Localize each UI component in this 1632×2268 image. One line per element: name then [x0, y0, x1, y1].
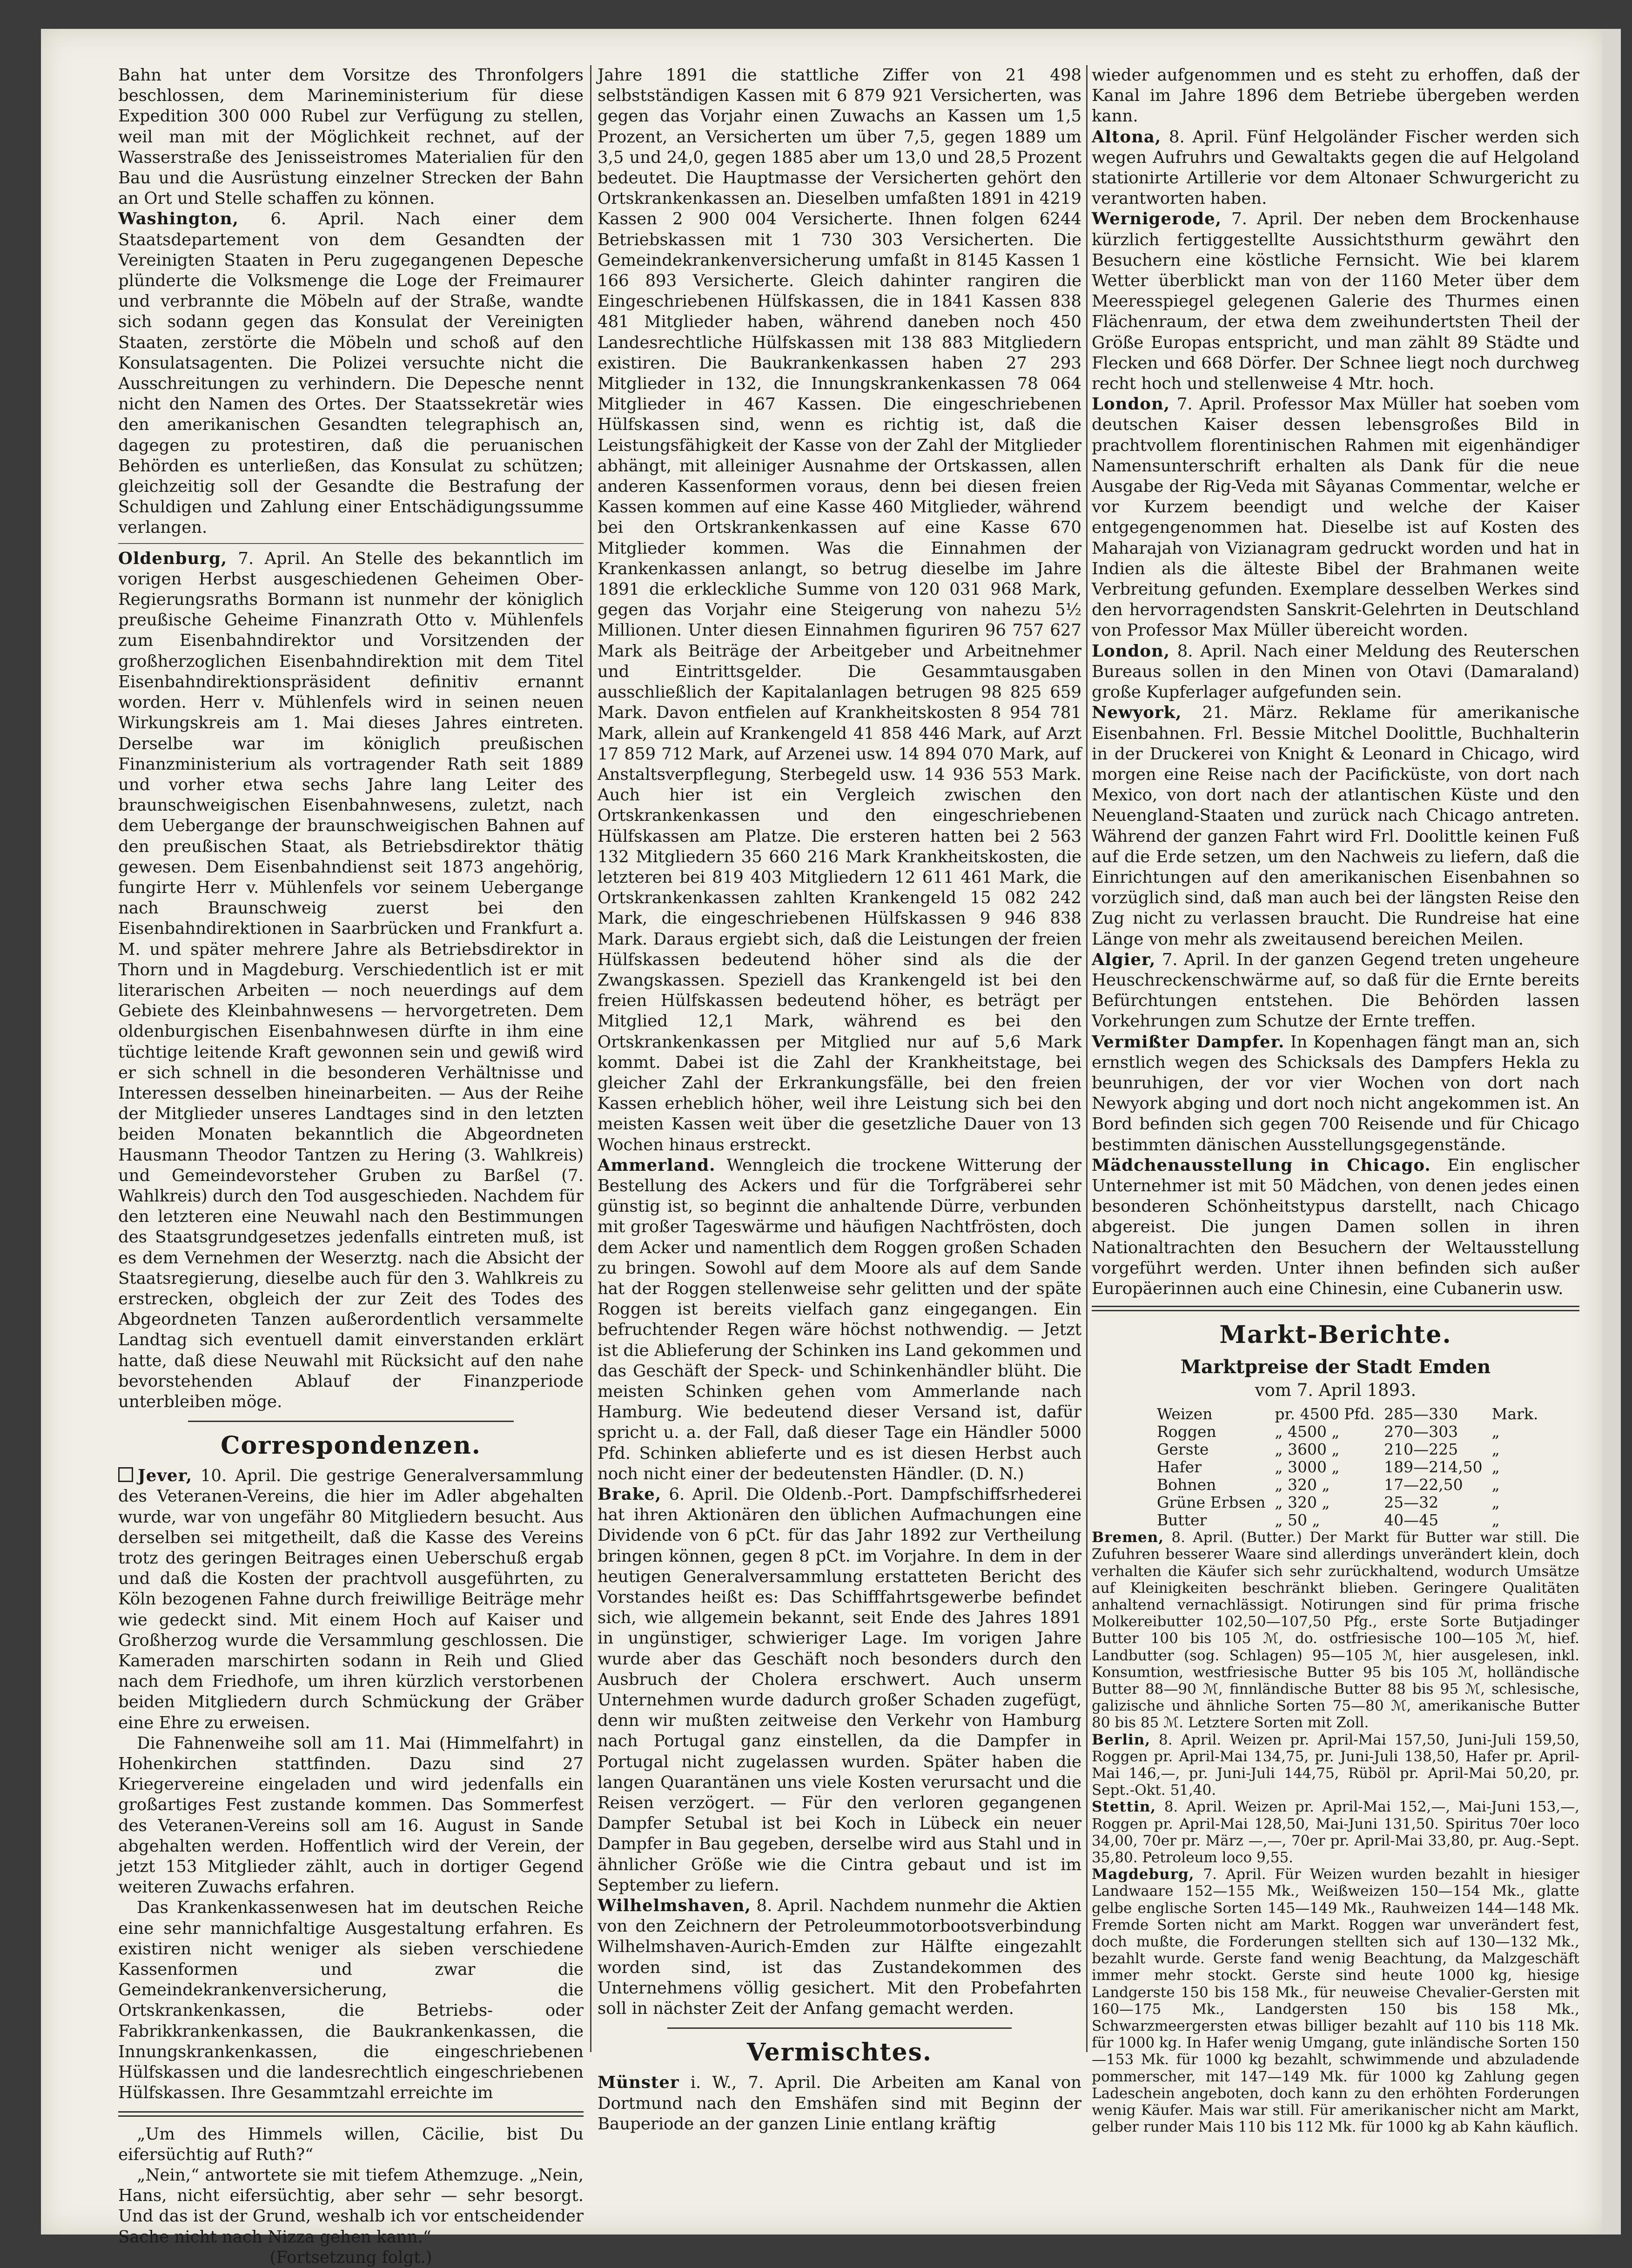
- section-heading-correspondenzen: Correspondenzen.: [221, 1431, 481, 1460]
- column-rule-1: [590, 65, 591, 2052]
- price-row: [1152, 1423, 1543, 1441]
- report-bremen-text: 8. April. (Butter.) Der Markt für Butter war still. Die Zufuhren besserer Waare sind allerdings unverändert klein, doch verhalten die Käufer sich sehr zurückhaltend, wodurch Umsätze auf Kleinigkeiten beschränkt blieben. Geringere Qualitäten anhaltend vernachlässigt. Notirungen sind für prima frische Molkereibutter 102,50—107,50 Pfg., erste Sorte Butjadinger Butter 100 bis 105 ℳ, do. ostfriesische 100—105 ℳ, hief. Landbutter (sog. Schlagen) 95—105 ℳ, hier ausgelesen, inkl. Konsumtion, westfriesische Butter 95 bis 105 ℳ, holländische Butter 88—90 ℳ, finnländische Butter 88 bis 95 ℳ, schlesische, galizische und ähnliche Sorten 75—80 ℳ, amerikanische Butter 80 bis 85 ℳ. Letztere Sorten mit Zoll.: [1092, 1529, 1579, 1731]
- price-cell-item: Grüne Erbsen: [1157, 1493, 1266, 1512]
- dateline-washington: Washington,: [118, 209, 239, 229]
- price-cell-price: 210—225: [1384, 1440, 1458, 1459]
- dateline-magdeburg: Magdeburg,: [1092, 1866, 1195, 1883]
- article-london-2: [1092, 641, 1579, 703]
- dateline-london: London,: [1092, 395, 1170, 414]
- article-wernigerode-text: 7. April. Der neben dem Brockenhause kürzlich fertiggestellte Aussichtsthurm gewährt den Besuchern eine köstliche Fernsicht. Wie bei klarem Wetter überblickt man von der 1160 Meter über dem Meeresspiegel gelegenen Galerie des Thurmes einen Flächenraum, der etwa dem zweihundertsten Theil der Größe Europas entspricht, und man zählt 89 Städte und Flecken und 668 Dörfer. Der Schnee liegt noch durchweg recht hoch und stellenweise 4 Mtr. hoch.: [1092, 209, 1579, 394]
- price-cell-cur: Mark.: [1491, 1405, 1538, 1423]
- article-wernigerode: [1092, 209, 1579, 394]
- novel-line-2: „Nein,“ antwortete sie mit tiefem Athemzuge. „Nein, Hans, nicht eifersüchtig, aber sehr — sehr besorgt. Und das ist der Grund, weshalb ich vor entscheidender Sache nicht nach Nizza gehen kann.“: [118, 2165, 584, 2247]
- column-rule-2: [1086, 65, 1088, 2052]
- price-cell-cur: „: [1491, 1440, 1500, 1459]
- article-brake-text: 6. April. Die Oldenb.-Port. Dampfschiffsrhederei hat ihren Aktionären den üblichen Aufmachungen eine Dividende von 6 pCt. für das Jahr 1892 zur Vertheilung bringen können, gegen 8 pCt. im Vorjahre. In dem in der heutigen Generalversammlung erstatteten Bericht des Vorstandes heißt es: Das Schifffahrtsgewerbe befindet sich, wie allgemein bekannt, seit Ende des Jahres 1891 in ungünstiger, schwieriger Lage. Im vorigen Jahre wurde aber das Geschäft noch besonders durch den Ausbruch der Cholera erschwert. Auch unserm Unternehmen wurde dadurch großer Schaden zugefügt, denn wir mußten zeitweise den Verkehr von Hamburg nach Portugal ganz einstellen, da die Dampfer in Portugal nicht zugelassen wurden. Später haben die langen Quarantänen uns viele Kosten verursacht und die Reisen verzögert. — Für den verloren gegangenen Dampfer Setubal ist bei Koch in Lübeck ein neuer Dampfer in Bau gegeben, derselbe wird aus Stahl und in ähnlicher Größe wie die Cintra gebaut und ist im September zu liefern.: [598, 1485, 1081, 1895]
- report-bremen: [1092, 1529, 1579, 1731]
- column-2: [598, 65, 1081, 2134]
- dateline-berlin: Berlin,: [1092, 1731, 1151, 1748]
- section-divider: [1092, 1306, 1579, 1311]
- markt-title: Marktpreise der Stadt Emden: [1180, 1356, 1491, 1378]
- price-cell-unit: pr. 4500 Pfd.: [1275, 1405, 1375, 1423]
- dateline-wernigerode: Wernigerode,: [1092, 209, 1222, 229]
- dateline-bremen: Bremen,: [1092, 1529, 1164, 1546]
- article-washington: [118, 209, 584, 538]
- dateline-dampfer: Vermißter Dampfer.: [1092, 1032, 1285, 1052]
- price-cell-item: Bohnen: [1157, 1476, 1216, 1494]
- article-oldenburg-text: 7. April. An Stelle des bekanntlich im vorigen Herbst ausgeschiedenen Geheimen Ober-Regierungsraths Bormann ist nunmehr der königlich preußische Geheime Finanzrath Otto v. Mühlenfels zum Eisenbahndirektor und Vorsitzenden der großherzoglichen Eisenbahndirektion mit dem Titel Eisenbahndirektionspräsident definitiv ernannt worden. Herr v. Mühlenfels wird in seinen neuen Wirkungskreis am 1. Mai dieses Jahres eintreten. Derselbe war im königlich preußischen Finanzministerium als vortragender Rath seit 1889 und vorher etwa sechs Jahre lang Leiter des braunschweigischen Eisenbahnwesens, zuletzt, nach dem Uebergange der braunschweigischen Bahnen auf den preußischen Staat, als Betriebsdirektor thätig gewesen. Dem Eisenbahndienst seit 1873 angehörig, fungirte Herr v. Mühlenfels vor seinem Uebergange nach Braunschweig zuerst bei den Eisenbahndirektionen in Saarbrücken und Frankfurt a. M. und später mehrere Jahre als Betriebsdirektor in Thorn und in Magdeburg. Verschiedentlich ist er mit literarischen Arbeiten — noch neuerdings auf dem Gebiete des Kleinbahnwesens — hervorgetreten. Dem oldenburgischen Eisenbahnwesen dürfte in ihm eine tüchtige leitende Kraft gewonnen sein und gewiß wird er sich schnell in die besonderen Verhältnisse und Interessen desselben hineinarbeiten. — Aus der Reihe der Mitglieder unseres Landtages sind in den letzten beiden Monaten bekanntlich die Abgeordneten Hausmann Theodor Tantzen zu Hering (3. Wahlkreis) und Gemeindevorsteher Gruben zu Barßel (7. Wahlkreis) durch den Tod ausgeschieden. Nachdem für den letzteren eine Neuwahl nach den Bestimmungen des Staatsgrundgesetzes jedenfalls eintreten muß, ist es dem Vernehmen der Weserztg. nach die Absicht der Staatsregierung, dieselbe auch für den 3. Wahlkreis zu erstrecken, obgleich der zur Zeit des Todes des Abgeordneten Tanzen außerordentlich versammelte Landtag sich eventuell damit einverstanden erklärt hatte, daß diese Neuwahl mit Rücksicht auf den nahe bevorstehenden Ablauf der Finanzperiode unterbleiben möge.: [118, 549, 584, 1411]
- dateline-london-2: London,: [1092, 641, 1170, 661]
- article-jever-2: Die Fahnenweihe soll am 11. Mai (Himmelfahrt) in Hohenkirchen stattfinden. Dazu sind 27 Kriegervereine eingeladen und wird jedenfalls ein großartiges Fest zustande kommen. Das Sommerfest des Veteranen-Vereins soll am 16. August in Sande abgehalten werden. Hoffentlich wird der Verein, der jetzt 153 Mitglieder zählt, auch in dortiger Gegend weiteren Zuwachs erfahren.: [118, 1733, 584, 1897]
- price-cell-cur: „: [1491, 1493, 1500, 1512]
- price-cell-price: 285—330: [1384, 1405, 1458, 1423]
- article-krankenkassen: Das Krankenkassenwesen hat im deutschen Reiche eine sehr mannichfaltige Ausgestaltung erfahren. Es existiren nicht weniger als sieben verschiedene Kassenformen und zwar die Gemeindekrankenversicherung, die Ortskrankenkassen, die Betriebs- oder Fabrikkrankenkassen, die Baukrankenkassen, die Innungskrankenkassen, die eingeschriebenen Hülfskassen und die landesrechtlich eingeschriebenen Hülfskassen. Ihre Gesammtzahl erreichte im: [118, 1898, 584, 2103]
- feuilleton-divider: [118, 2111, 584, 2117]
- article-wilhelmshaven: [598, 1896, 1081, 2019]
- price-cell-cur: „: [1491, 1476, 1500, 1494]
- dateline-ammerland: Ammerland.: [598, 1155, 716, 1175]
- dateline-brake: Brake,: [598, 1485, 662, 1504]
- article-ammerland-text: Wenngleich die trockene Witterung der Bestellung des Ackers und für die Torfgräberei sehr günstig ist, so beginnt die anhaltende Dürre, verbunden mit großer Tageswärme und häufigen Nachtfrösten, doch dem Acker und namentlich dem Roggen großen Schaden zu bringen. Sowohl auf dem Moore als auf dem Sande hat der Roggen stellenweise sehr gelitten und der späte Roggen ist bereits vielfach ganz eingegangen. Ein befruchtender Regen wäre höchst nothwendig. — Jetzt ist die Ablieferung der Schinken ins Land gekommen und das Geschäft der Speck- und Schinkenhändler blüht. Die meisten Schinken gehen vom Ammerlande nach Hamburg. Wie bedeutend dieser Versand ist, dafür spricht u. a. der Fall, daß dieser Tage ein Händler 5000 Pfd. Schinken ablieferte und es ist diesen Herbst auch noch nicht einer der bedeutensten Händler. (D. N.): [598, 1155, 1081, 1483]
- dateline-altona: Altona,: [1092, 127, 1162, 147]
- article-oldenburg: [118, 549, 584, 1413]
- price-cell-price: 40—45: [1384, 1511, 1439, 1530]
- price-cell-item: Roggen: [1157, 1423, 1216, 1441]
- article-washington-text: 6. April. Nach einer dem Staatsdepartement von dem Gesandten der Vereinigten Staaten in Peru zugegangenen Depesche plünderte die Volksmenge die Loge der Freimaurer und verbrannte die Möbeln auf der Straße, wandte sich sodann gegen das Konsulat der Vereinigten Staaten, zerstörte die Möbeln und schoß auf den Konsulatsagenten. Die Polizei versuchte nicht die Ausschreitungen zu verhindern. Die Depesche nennt nicht den Namen des Ortes. Der Staatssekretär wies den amerikanischen Gesandten telegraphisch an, dagegen zu protestiren, daß die peruanischen Behörden es unterließen, das Konsulat zu schützen; gleichzeitig soll der Gesandte die Bestrafung der Schuldigen und Zahlung einer Entschädigungssumme verlangen.: [118, 209, 584, 537]
- price-table: [1152, 1405, 1543, 1529]
- article-siberia-end: Bahn hat unter dem Vorsitze des Thronfolgers beschlossen, dem Marineministerium für diese Expedition 300 000 Rubel zur Verfügung zu stellen, weil man mit der Möglichkeit rechnet, auf der Wasserstraße des Jenisseistromes Materialien für den Bau und die Ausrüstung einzelner Strecken der Bahn an Ort und Stelle schaffen zu können.: [118, 66, 584, 208]
- article-dampfer: [1092, 1032, 1579, 1155]
- article-wilhelmshaven-text: 8. April. Nachdem nunmehr die Aktien von den Zeichnern der Petroleummotorbootsverbindung Wilhelmshaven-Aurich-Emden zur Hälfte eingezahlt worden sind, ist das Zustandekommen des Unternehmens völlig gesichert. Mit den Probefahrten soll in nächster Zeit der Anfang gemacht werden.: [598, 1896, 1081, 2019]
- dateline-algier: Algier,: [1092, 950, 1156, 969]
- article-algier-text: 7. April. In der ganzen Gegend treten ungeheure Heuschreckenschwärme auf, so daß für die Ernte bereits Befürchtungen entstehen. Die Behörden lassen Vorkehrungen zum Schutze der Ernte treffen.: [1092, 950, 1579, 1031]
- dateline-wilhelmshaven: Wilhelmshaven,: [598, 1896, 751, 1916]
- section-divider: [667, 2027, 1012, 2029]
- article-jever-text: 10. April. Die gestrige Generalversammlung des Veteranen-Vereins, die hier im Adler abgehalten wurde, war von ungefähr 80 Mitgliedern besucht. Aus derselben sei mitgetheilt, daß die Kasse des Vereins trotz des geringen Beitrages einen Ueberschuß ergab und daß die Kosten der prachtvoll ausgeführten, zu Köln bezogenen Fahne durch freiwillige Beiträge mehr wie gedeckt sind. Mit einem Hoch auf Kaiser und Großherzog wurde die Versammlung geschlossen. Die Kameraden marschirten sodann in Reih und Glied nach dem Friedhofe, um ihren kürzlich verstorbenen beiden Mitgliedern durch Schmückung der Gräber eine Ehre zu erweisen.: [118, 1466, 584, 1732]
- column-1: [118, 65, 584, 2268]
- dateline-maedchen: Mädchenausstellung in Chicago.: [1092, 1155, 1431, 1175]
- article-algier: [1092, 950, 1579, 1032]
- article-krankenkassen-stats: Jahre 1891 die stattliche Ziffer von 21 498 selbstständigen Kassen mit 6 879 921 Versicherten, was gegen das Vorjahr einen Zuwachs an Kassen um 1,5 Prozent, an Versicherten um über 7,5, gegen 1889 um 3,5 und 24,0, gegen 1885 aber um 13,0 und 28,5 Prozent bedeutet. Die Hauptmasse der Versicherten gehört den Ortskrankenkassen an. Dieselben umfaßten 1891 in 4219 Kassen 2 900 004 Versicherte. Ihnen folgen 6244 Betriebskassen mit 1 730 303 Versicherten. Die Gemeindekrankenversicherung umfaßt in 8145 Kassen 1 166 893 Versicherte. Gleich dahinter rangiren die Eingeschriebenen Hülfskassen, die in 1841 Kassen 838 481 Mitglieder haben, während daneben noch 450 Landesrechtliche Hülfskassen mit 138 883 Mitgliedern existiren. Die Baukrankenkassen haben 27 293 Mitglieder in 132, die Innungskrankenkassen 78 064 Mitglieder in 467 Kassen. Die eingeschriebenen Hülfskassen sind, wenn es richtig ist, daß die Leistungsfähigkeit der Kasse von der Zahl der Mitglieder abhängt, mit alleiniger Ausnahme der Ortskassen, allen anderen Kassenformen voraus, denn bei diesen freien Kassen kommen auf eine Kasse 460 Mitglieder, während bei den Ortskrankenkassen auf eine Kasse 670 Mitglieder kommen. Was die Einnahmen der Krankenkassen anlangt, so betrug dieselbe im Jahre 1891 die erkleckliche Summe von 120 031 968 Mark, gegen das Vorjahr eine Steigerung von nahezu 5½ Millionen. Unter diesen Einnahmen figuriren 96 757 627 Mark als Beiträge der Arbeitgeber und Arbeitnehmer und Eintrittsgelder. Die Gesammtausgaben ausschließlich der Kapitalanlagen betrugen 98 825 659 Mark. Davon entfielen auf Krankheitskosten 8 954 781 Mark, allein auf Krankengeld 41 858 446 Mark, auf Arzt 17 859 712 Mark, auf Arzenei usw. 14 894 070 Mark, auf Anstaltsverpflegung, Sterbegeld usw. 14 936 553 Mark. Auch hier ist ein Vergleich zwischen den Ortskrankenkassen und den eingeschriebenen Hülfskassen am Platze. Die ersteren hatten bei 2 563 132 Mitgliedern 35 660 216 Mark Krankheitskosten, die letzteren bei 819 403 Mitgliedern 12 611 461 Mark, die Ortskrankenkassen zahlten Krankengeld 15 082 242 Mark, die eingeschriebenen Hülfskassen 9 946 838 Mark. Daraus ergiebt sich, daß die Leistungen der freien Hülfskassen bedeutend höher sind als die der Zwangskassen. Speziell das Krankengeld ist bei den freien Hülfskassen bedeutend höher, es beträgt per Mitglied 12,1 Mark, während es bei den Ortskrankenkassen per Mitglied nur auf 5,6 Mark kommt. Dabei ist die Zahl der Krankheitstage, bei gleicher Zahl der Erkrankungsfälle, bei den freien Kassen erheblich höher, weil ihre Leistung sich bei den meisten Kassen weit über die gesetzliche Dauer von 13 Wochen hinaus erstreckt.: [598, 66, 1081, 1154]
- report-stettin: [1092, 1798, 1579, 1866]
- article-london-1: [1092, 394, 1579, 641]
- price-cell-price: 189—214,50: [1384, 1458, 1483, 1476]
- section-heading-markt: Markt-Berichte.: [1219, 1321, 1452, 1349]
- article-dampfer-text: In Kopenhagen fängt man an, sich ernstlich wegen des Schicksals des Dampfers Hekla zu beunruhigen, der vor vier Wochen von dort nach Newyork abging und dort noch nicht angekommen ist. An Bord befinden sich gegen 700 Reisende und für Chicago bestimmten dänischen Ausstellungsgegenstände.: [1092, 1032, 1579, 1154]
- article-maedchen: [1092, 1155, 1579, 1299]
- price-cell-cur: „: [1491, 1458, 1500, 1476]
- divider: [118, 543, 584, 544]
- article-muenster-text: i. W., 7. April. Die Arbeiten am Kanal von Dortmund nach den Emshäfen sind mit Beginn der Bauperiode an der ganzen Linie entlang kräftig: [598, 2073, 1081, 2134]
- price-cell-unit: „ 4500 „: [1275, 1423, 1340, 1441]
- article-muenster: [598, 2073, 1081, 2134]
- report-berlin: [1092, 1731, 1579, 1799]
- price-cell-price: 17—22,50: [1384, 1476, 1463, 1494]
- price-cell-cur: „: [1491, 1511, 1500, 1530]
- price-cell-unit: „ 3600 „: [1275, 1440, 1340, 1459]
- article-london-1-text: 7. April. Professor Max Müller hat soeben vom deutschen Kaiser dessen lebensgroßes Bild in prachtvollem florentinischen Rahmen mit eigenhändiger Namensunterschrift erhalten als Dank für die neue Ausgabe der Rig-Veda mit Sâyanas Commentar, welche er vor Kurzem beendigt und welche der Kaiser entgegengenommen hat. Dieselbe ist auf Kosten des Maharajah von Vizianagram gedruckt worden und hat in Indien als die älteste Bibel der Brahmanen weite Verbreitung gefunden. Exemplare desselben Werkes sind den hervorragendsten Sanskrit-Gelehrten in Deutschland von Professor Max Müller übereicht worden.: [1092, 395, 1579, 640]
- article-newyork: [1092, 703, 1579, 949]
- novel-continued: (Fortsetzung folgt.): [269, 2248, 432, 2267]
- price-cell-unit: „ 320 „: [1275, 1493, 1330, 1512]
- dateline-oldenburg: Oldenburg,: [118, 549, 228, 568]
- box-icon: [118, 1467, 133, 1482]
- article-london-2-text: 8. April. Nach einer Meldung des Reuterschen Bureaus sollen in den Minen von Otavi (Damaraland) große Kupferlager aufgefunden sein.: [1092, 641, 1579, 702]
- price-cell-unit: „ 50 „: [1275, 1511, 1320, 1530]
- newspaper-page: [41, 29, 1602, 2267]
- price-row: [1152, 1441, 1543, 1458]
- price-row: [1152, 1476, 1543, 1494]
- article-maedchen-text: Ein englischer Unternehmer ist mit 50 Mädchen, von denen jedes einen besonderen Schönheitstypus darstellt, nach Chicago abgereist. Die jungen Damen sollen in ihren Nationaltrachten den Besuchern der Weltausstellung vorgeführt werden. Unter ihnen befinden sich außer Europäerinnen auch eine Chinesin, eine Cubanerin usw.: [1092, 1155, 1579, 1298]
- column-3: [1092, 65, 1579, 2136]
- article-jever: [118, 1466, 584, 1733]
- article-altona-text: 8. April. Fünf Helgoländer Fischer werden sich wegen Aufruhrs und Gewaltakts gegen die auf Helgoland stationirte Artillerie vor dem Altonaer Schwurgericht zu verantworten haben.: [1092, 127, 1579, 208]
- article-muenster-cont: wieder aufgenommen und es steht zu erhoffen, daß der Kanal im Jahre 1896 dem Betriebe übergeben werden kann.: [1092, 66, 1579, 126]
- price-cell-item: Butter: [1157, 1511, 1207, 1530]
- price-cell-item: Hafer: [1157, 1458, 1202, 1476]
- price-cell-price: 270—303: [1384, 1423, 1458, 1441]
- article-brake: [598, 1484, 1081, 1896]
- price-row: [1152, 1458, 1543, 1476]
- markt-date: vom 7. April 1893.: [1255, 1380, 1417, 1401]
- report-stettin-text: 8. April. Weizen pr. April-Mai 152,—, Mai-Juni 153,—, Roggen pr. April-Mai 128,50, Mai-Juni 131,50. Spiritus 70er loco 34,00, 70er pr. März —,—, 70er pr. April-Mai 33,80, pr. Aug.-Sept. 35,80. Petroleum loco 9,55.: [1092, 1798, 1579, 1866]
- price-cell-item: Gerste: [1157, 1440, 1209, 1459]
- report-berlin-text: 8. April. Weizen pr. April-Mai 157,50, Juni-Juli 159,50, Roggen pr. April-Mai 134,75, pr. Juni-Juli 138,50, Hafer pr. April-Mai 146,—, pr. Juni-Juli 144,75, Rüböl pr. April-Mai 50,20, pr. Sept.-Okt. 51,40.: [1092, 1731, 1579, 1799]
- price-row: [1152, 1511, 1543, 1529]
- price-cell-item: Weizen: [1157, 1405, 1213, 1423]
- report-magdeburg: [1092, 1866, 1579, 2135]
- price-row: [1152, 1405, 1543, 1423]
- dateline-muenster: Münster: [598, 2073, 679, 2093]
- price-cell-unit: „ 3000 „: [1275, 1458, 1340, 1476]
- article-newyork-text: 21. März. Reklame für amerikanische Eisenbahnen. Frl. Bessie Mitchel Doolittle, Buchhalterin in der Druckerei von Knight & Leonard in Chicago, wird morgen eine Reise nach der Pacificküste, von dort nach Mexico, von dort nach der atlantischen Küste und den Neuengland-Staaten und zurück nach Chicago antreten. Während der ganzen Fahrt wird Frl. Doolittle keinen Fuß auf die Erde setzen, um den Nachweis zu liefern, daß die Einrichtungen auf den amerikanischen Eisenbahnen so vorzüglich sind, daß man auch bei der längsten Reise den Zug nicht zu verlassen braucht. Die Rundreise hat eine Länge von mehr als zweitausend bereichen Meilen.: [1092, 703, 1579, 949]
- section-heading-vermischtes: Vermischtes.: [746, 2038, 933, 2067]
- dateline-jever: Jever,: [138, 1466, 193, 1486]
- market-reports: [1092, 1529, 1579, 2135]
- report-magdeburg-text: 7. April. Für Weizen wurden bezahlt in hiesiger Landwaare 152—155 Mk., Weißweizen 150—154 Mk., glatte gelbe englische Sorten 145—149 Mk., Rauhweizen 144—148 Mk. Fremde Sorten nicht am Markt. Roggen war unverändert fest, doch mußte, die Forderungen stellten sich auf 130—132 Mk., bezahlt wurde. Gerste fand wenig Beachtung, da Malzgeschäft immer mehr stockt. Gerste sind heute 1000 kg, hiesige Landgerste 150 bis 158 Mk., für neuweise Chevalier-Gersten mit 160—175 Mk., Landgersten 150 bis 158 Mk., Schwarzmeergersten etwas billiger bezahlt auf 110 bis 118 Mk. für 1000 kg. In Hafer wenig Umgang, gute inländische Sorten 150—153 Mk. für 1000 kg bezahlt, schwimmende und abzuladende pommerscher, mit 147—149 Mk. für 1000 kg Zahlung gegen Ladeschein angeboten, doch kann zu den erhöhten Forderungen wenig Käufer. Mais war still. Für amerikanischer nicht am Markt, gelber runder Mais 110 bis 112 Mk. für 1000 kg ab Kahn käuflich.: [1092, 1866, 1580, 2136]
- article-altona: [1092, 127, 1579, 209]
- novel-line-1: „Um des Himmels willen, Cäcilie, bist Du eifersüchtig auf Ruth?“: [118, 2124, 584, 2164]
- section-divider: [188, 1421, 514, 1422]
- dateline-newyork: Newyork,: [1092, 703, 1182, 723]
- price-cell-unit: „ 320 „: [1275, 1476, 1330, 1494]
- dateline-stettin: Stettin,: [1092, 1798, 1156, 1816]
- price-row: [1152, 1494, 1543, 1511]
- price-cell-price: 25—32: [1384, 1493, 1439, 1512]
- page-edge: [1602, 29, 1621, 2234]
- article-ammerland: [598, 1155, 1081, 1484]
- price-cell-cur: „: [1491, 1423, 1500, 1441]
